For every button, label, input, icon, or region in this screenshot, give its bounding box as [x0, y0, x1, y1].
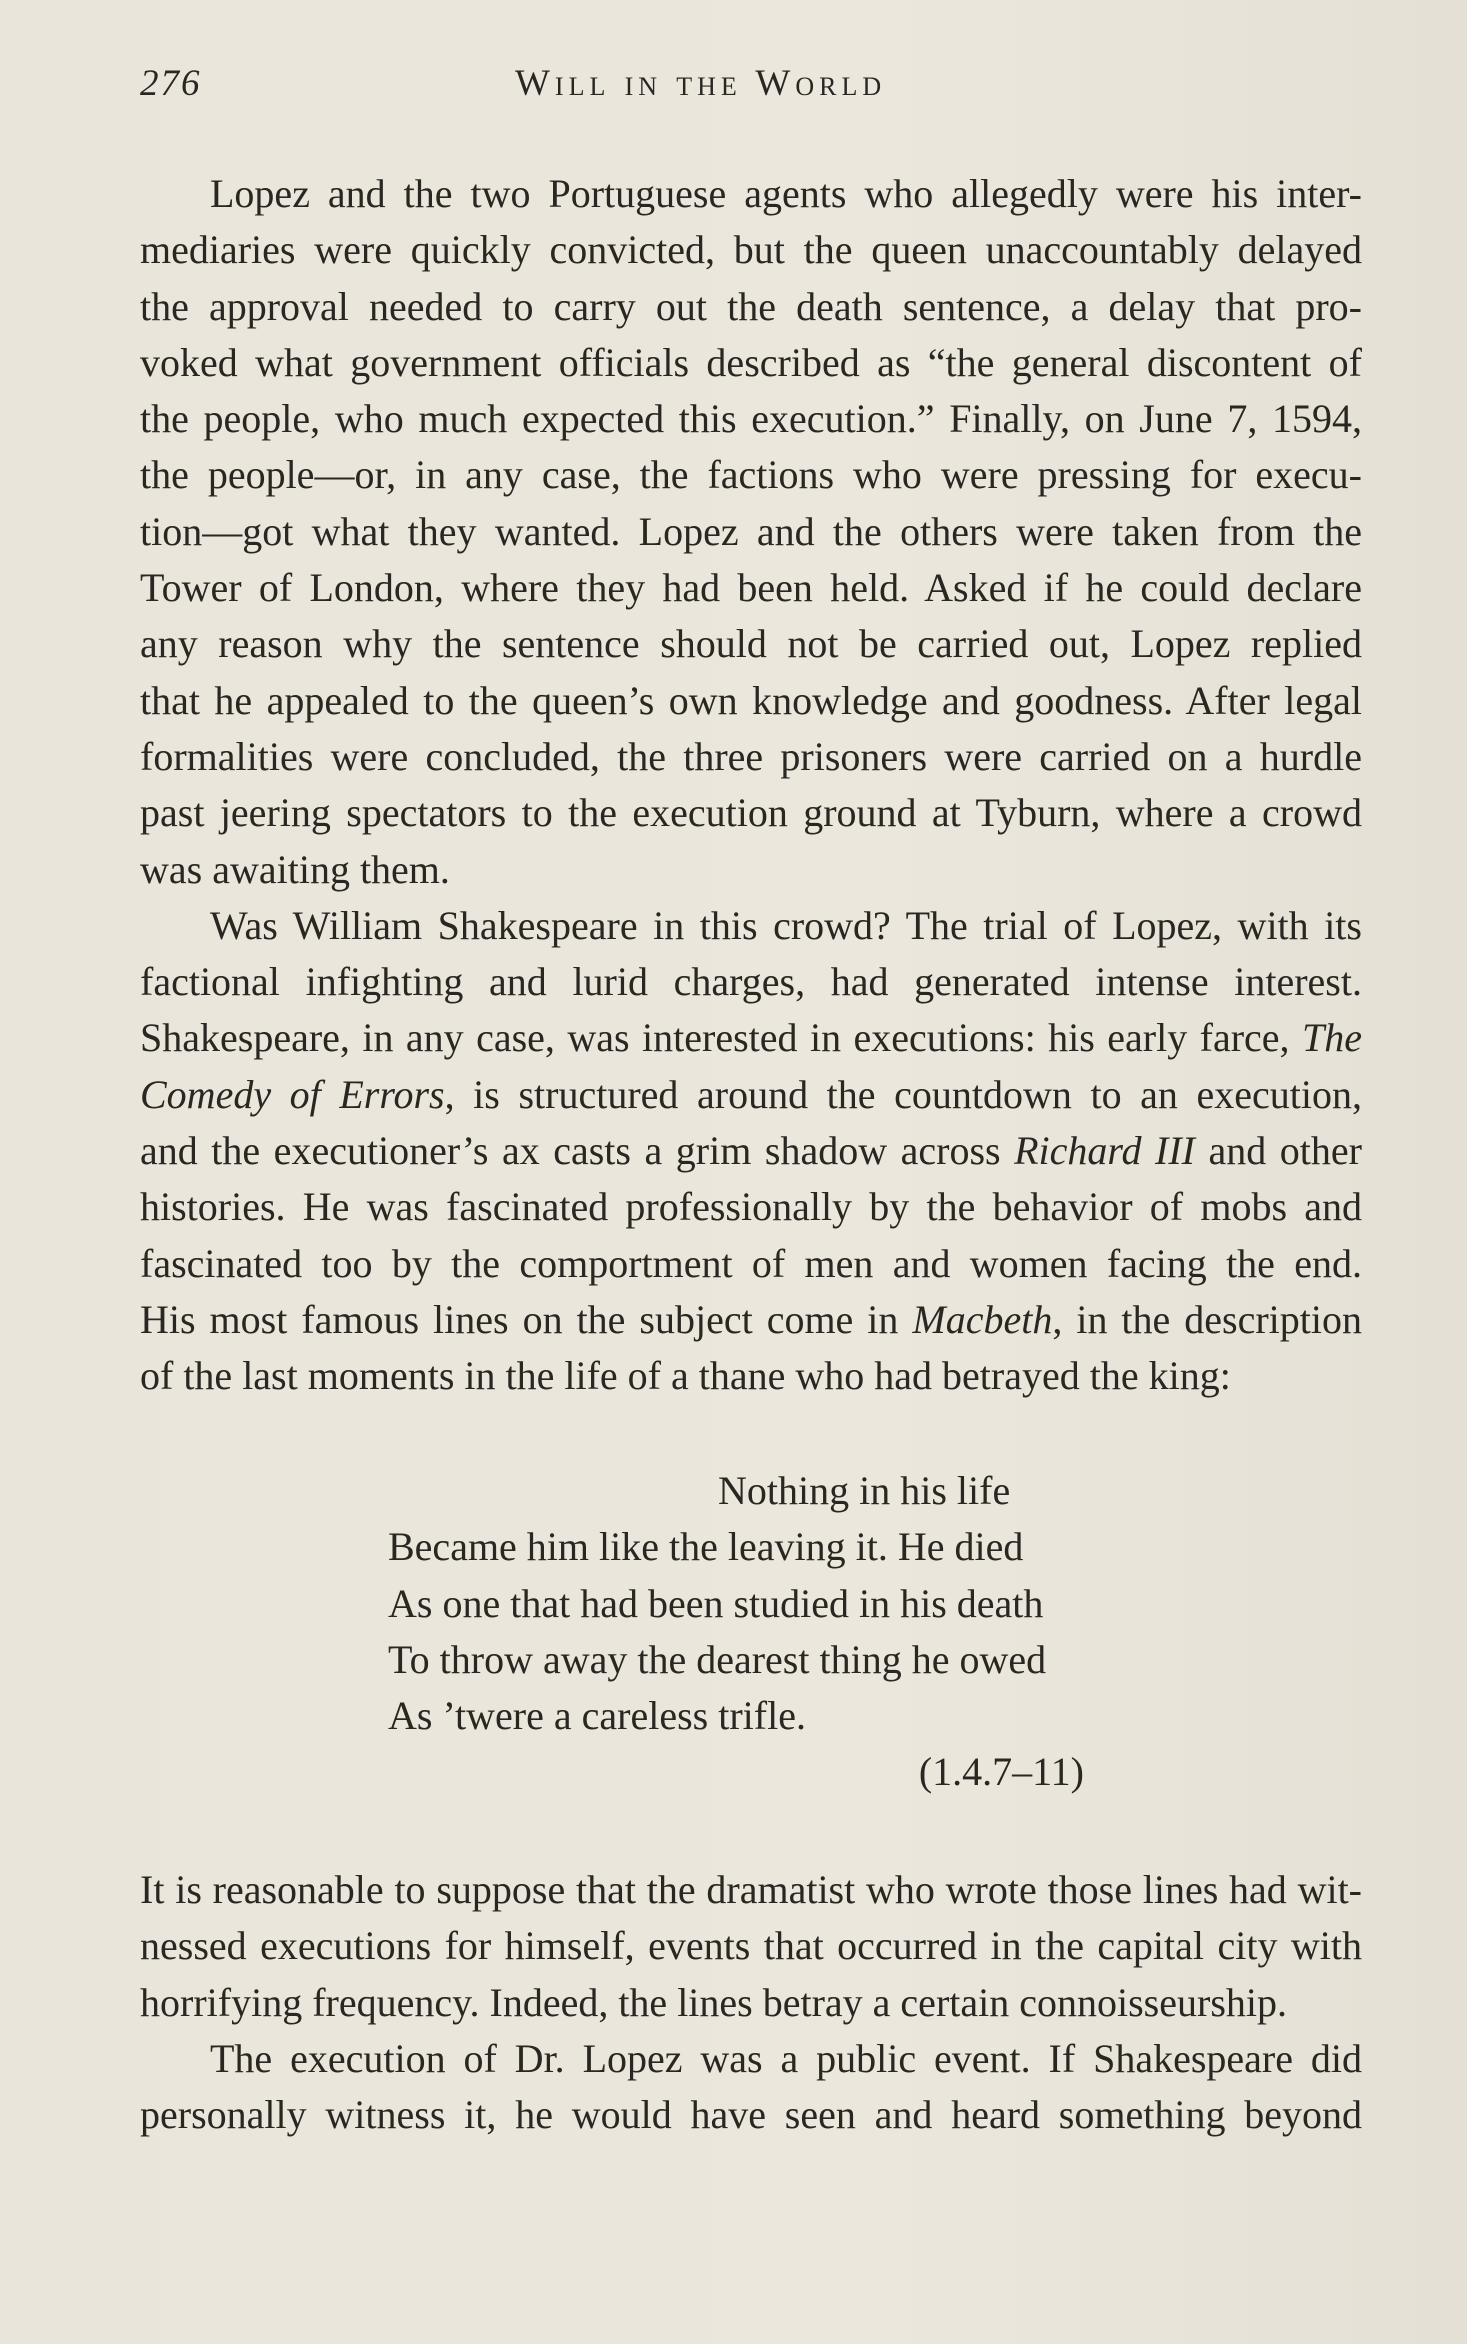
body-text: [140, 166, 1362, 1405]
text-line: fascinated too by the comportment of men and women facing the end.: [140, 1240, 1362, 1286]
text-line: [140, 1067, 1362, 1123]
text-line: the people—or, in any case, the factions who were pressing for execu-: [140, 452, 1362, 498]
text-line: factional infighting and lurid charges, had generated intense interest.: [140, 959, 1362, 1005]
text-line: Was William Shakespeare in this crowd? The trial of Lopez, with its: [210, 902, 1362, 948]
verse-line: Became him like the leaving it. He died: [388, 1524, 1024, 1570]
text-line: It is reasonable to suppose that the dramatist who wrote those lines had wit-: [140, 1867, 1362, 1912]
page-header: [140, 62, 1362, 110]
text-line: formalities were concluded, the three prisoners were carried on a hurdle: [140, 733, 1362, 779]
text-run: , is structured around the countdown to an execution,: [444, 1071, 1363, 1117]
running-head: Will in the World: [515, 63, 887, 104]
paragraph-2: [140, 898, 1362, 1405]
text-run: and other: [1194, 1128, 1362, 1174]
text-line: was awaiting them.: [140, 846, 450, 892]
verse-line: As one that had been studied in his death: [388, 1580, 1044, 1626]
paragraph-1: [140, 166, 1362, 898]
text-line: personally witness it, he would have seen and heard something beyond: [140, 2092, 1362, 2138]
verse-quotation: [388, 1463, 1088, 1801]
text-line: Tower of London, where they had been held. Asked if he could declare: [140, 565, 1362, 611]
title-richard-iii: Richard III: [1014, 1128, 1195, 1174]
text-line: [140, 1123, 1362, 1179]
text-line: the approval needed to carry out the death sentence, a delay that pro-: [140, 283, 1362, 329]
text-line: Lopez and the two Portuguese agents who allegedly were his inter-: [210, 171, 1362, 216]
text-line: that he appealed to the queen’s own knowledge and goodness. After legal: [140, 677, 1362, 723]
text-run: Shakespeare, in any case, was interested in executions: his early farce,: [140, 1015, 1302, 1061]
verse-line: To throw away the dearest thing he owed: [388, 1636, 1047, 1682]
text-line: histories. He was fascinated professionally by the behavior of mobs and: [140, 1184, 1362, 1230]
body-text-continued: [140, 1862, 1362, 2143]
title-macbeth: Macbeth: [912, 1296, 1053, 1342]
title-the-comedy-of-errors-part2: Comedy of Errors: [140, 1071, 445, 1117]
text-line: tion—got what they wanted. Lopez and the others were taken from the: [140, 508, 1362, 554]
paragraph-3: [140, 1862, 1362, 2031]
verse-reference: (1.4.7–11): [918, 1749, 1084, 1795]
text-line: [140, 1292, 1362, 1348]
text-run: , in the description: [1052, 1296, 1362, 1342]
text-line: horrifying frequency. Indeed, the lines betray a certain connoisseurship.: [140, 1979, 1287, 2025]
text-line: of the last moments in the life of a thane who had betrayed the king:: [140, 1353, 1231, 1399]
text-line: past jeering spectators to the execution ground at Tyburn, where a crowd: [140, 790, 1362, 836]
verse-line: As ’twere a careless trifle.: [388, 1693, 806, 1739]
verse-line: Nothing in his life: [718, 1468, 1011, 1513]
page-number: 276: [140, 63, 202, 104]
text-run: and the executioner’s ax casts a grim shadow across: [140, 1128, 1015, 1174]
text-line: nessed executions for himself, events that occurred in the capital city with: [140, 1923, 1362, 1969]
text-line: mediaries were quickly convicted, but the queen unaccountably delayed: [140, 227, 1362, 273]
text-line: voked what government officials described as “the general discontent of: [140, 339, 1362, 385]
text-line: [140, 1010, 1362, 1066]
text-run: His most famous lines on the subject come in: [140, 1296, 913, 1342]
paragraph-4: [140, 2031, 1362, 2144]
text-line: the people, who much expected this execution.” Finally, on June 7, 1594,: [140, 396, 1362, 442]
text-line: any reason why the sentence should not be carried out, Lopez replied: [140, 621, 1362, 667]
title-the-comedy-of-errors-part1: The: [1302, 1015, 1362, 1061]
text-line: The execution of Dr. Lopez was a public event. If Shakespeare did: [210, 2035, 1362, 2081]
